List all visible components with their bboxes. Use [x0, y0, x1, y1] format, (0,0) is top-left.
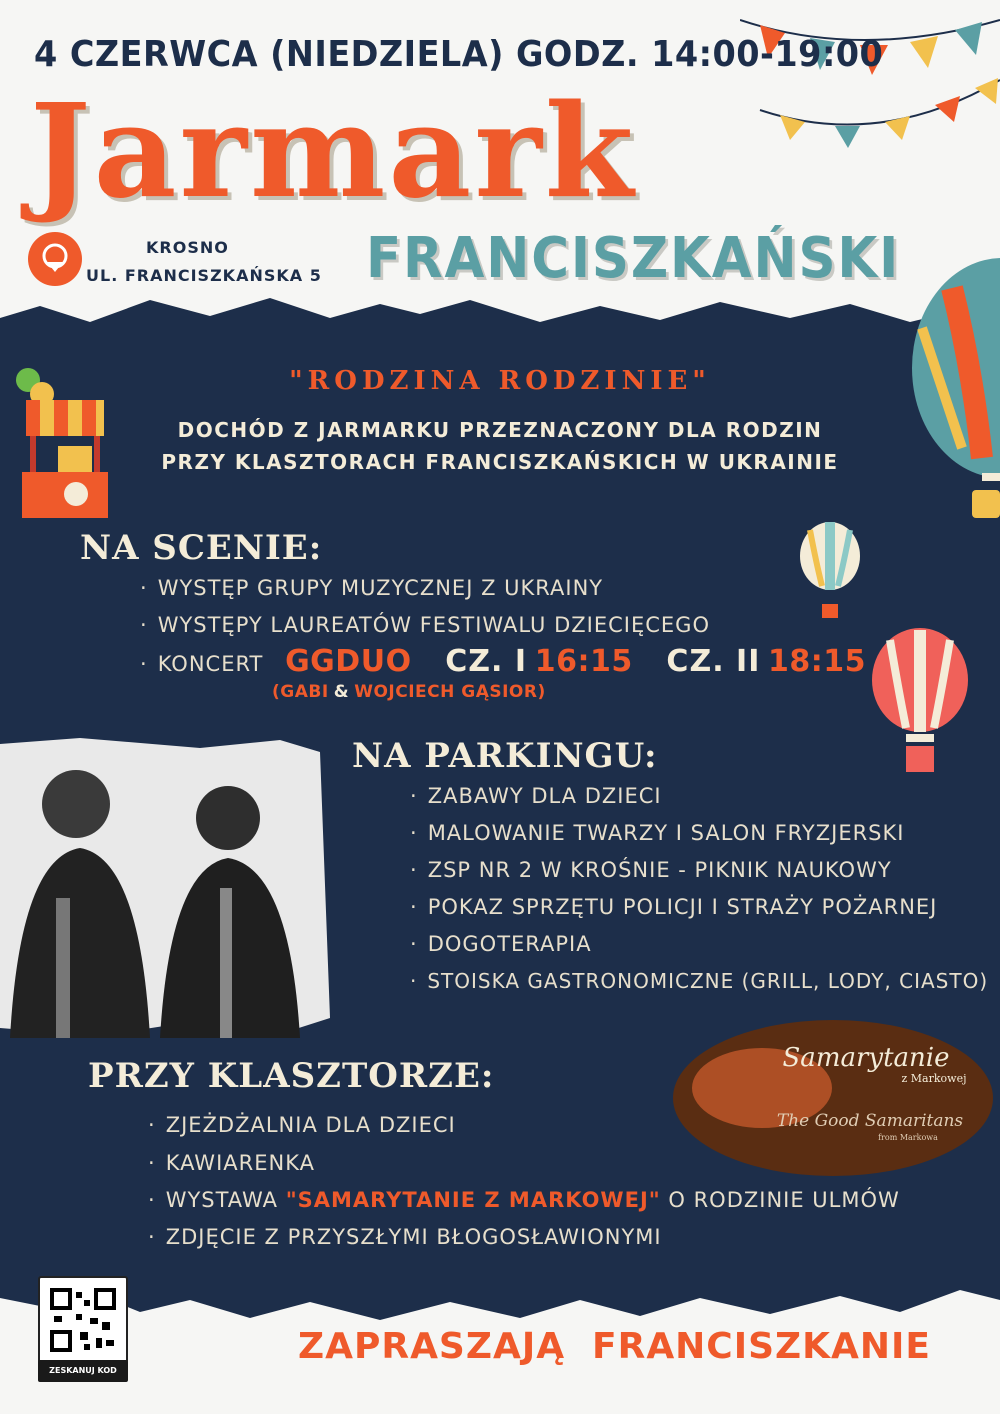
list-item: · MALOWANIE TWARZY I SALON FRYZJERSKI — [410, 821, 905, 845]
slogan: "RODZINA RODZINIE" — [289, 366, 711, 396]
bunting-decoration — [740, 0, 1000, 150]
location-city: KROSNO — [146, 238, 229, 257]
list-item: · WYSTĘP GRUPY MUZYCZNEJ Z UKRAINY — [140, 576, 604, 600]
concert-label: KONCERT — [157, 652, 264, 676]
samarytanie-en-sub: from Markowa — [878, 1133, 938, 1142]
page-subtitle: FRANCISZKAŃSKI — [366, 226, 901, 291]
exhibit-name: "SAMARYTANIE Z MARKOWEJ" — [285, 1188, 661, 1212]
samarytanie-en: The Good Samaritans — [776, 1111, 964, 1131]
footer-invite: ZAPRASZAJĄ — [298, 1326, 566, 1367]
list-item: · KAWIARENKA — [148, 1151, 315, 1175]
intro-line-2: PRZY KLASZTORACH FRANCISZKAŃSKICH W UKRAINIE — [161, 450, 839, 474]
list-item-text: MALOWANIE TWARZY I SALON FRYZJERSKI — [427, 821, 905, 845]
list-item-text: ZABAWY DLA DZIECI — [427, 784, 662, 808]
concert-part2-time: 18:15 — [768, 644, 867, 679]
list-item-text: KAWIARENKA — [165, 1151, 315, 1175]
concert-band: GGDUO — [285, 644, 412, 679]
section-heading-monastery: PRZY KLASZTORZE: — [88, 1056, 495, 1096]
concert-part2-label: CZ. II — [666, 644, 761, 679]
hot-air-balloon-large-icon — [912, 258, 1000, 538]
ggduo-photo — [0, 738, 330, 1038]
hot-air-balloon-small-icon — [798, 522, 862, 622]
members-amp: & — [333, 682, 350, 702]
section-heading-parking: NA PARKINGU: — [352, 736, 658, 776]
list-item: · DOGOTERAPIA — [410, 932, 592, 956]
hot-air-balloon-red-icon — [870, 628, 970, 778]
list-item: · ZABAWY DLA DZIECI — [410, 784, 662, 808]
location-pin-icon — [28, 232, 82, 286]
list-item: · STOISKA GASTRONOMICZNE (GRILL, LODY, CIASTO) — [410, 969, 989, 993]
footer-organizer: FRANCISZKANIE — [592, 1326, 932, 1367]
list-item: · POKAZ SPRZĘTU POLICJI I STRAŻY POŻARNEJ — [410, 895, 938, 919]
list-item-text: WYSTĘP GRUPY MUZYCZNEJ Z UKRAINY — [157, 576, 604, 600]
list-item-text: WYSTĘPY LAUREATÓW FESTIWALU DZIECIĘCEGO — [157, 613, 710, 637]
list-item-text: STOISKA GASTRONOMICZNE (GRILL, LODY, CIASTO) — [427, 969, 989, 993]
list-item: · ZDJĘCIE Z PRZYSZŁYMI BŁOGOSŁAWIONYMI — [148, 1225, 662, 1249]
samarytanie-sub: z Markowej — [901, 1072, 967, 1085]
qr-code-icon — [40, 1278, 126, 1362]
concert-members — [272, 682, 546, 702]
qr-code[interactable] — [38, 1276, 128, 1364]
location-address: UL. FRANCISZKAŃSKA 5 — [86, 266, 322, 285]
list-item: · ZSP NR 2 W KROŚNIE - PIKNIK NAUKOWY — [410, 858, 892, 882]
samarytanie-title: Samarytanie — [782, 1043, 950, 1073]
list-item-text: DOGOTERAPIA — [427, 932, 592, 956]
exhibit-post: O RODZINIE ULMÓW — [668, 1188, 900, 1212]
list-item-text: ZDJĘCIE Z PRZYSZŁYMI BŁOGOSŁAWIONYMI — [165, 1225, 662, 1249]
concert-part1-time: 16:15 — [534, 644, 633, 679]
list-item: · ZJEŻDŻALNIA DLA DZIECI — [148, 1113, 456, 1137]
concert-line: · KONCERT GGDUO CZ. I 16:15 CZ. II 18:15 — [140, 644, 867, 679]
list-item-text: ZJEŻDŻALNIA DLA DZIECI — [165, 1113, 456, 1137]
intro-line-1: DOCHÓD Z JARMARKU PRZEZNACZONY DLA RODZIN — [177, 418, 823, 442]
list-item-text: POKAZ SPRZĘTU POLICJI I STRAŻY POŻARNEJ — [427, 895, 938, 919]
page-title: Jarmark — [30, 77, 637, 227]
members-rest: WOJCIECH GĄSIOR) — [354, 682, 546, 702]
list-item: · WYSTAWA "SAMARYTANIE Z MARKOWEJ" O RODZINIE ULMÓW — [148, 1188, 900, 1212]
list-item: · WYSTĘPY LAUREATÓW FESTIWALU DZIECIĘCEGO — [140, 613, 710, 637]
concert-part1-label: CZ. I — [445, 644, 528, 679]
samarytanie-logo — [672, 1018, 994, 1178]
exhibit-pre: WYSTAWA — [165, 1188, 279, 1212]
members-open: (GABI — [272, 682, 329, 702]
list-item-text: ZSP NR 2 W KROŚNIE - PIKNIK NAUKOWY — [427, 858, 892, 882]
event-date: 4 CZERWCA (NIEDZIELA) GODZ. 14:00-19:00 — [34, 34, 884, 75]
qr-code-label: ZESKANUJ KOD — [38, 1360, 128, 1382]
section-heading-stage: NA SCENIE: — [80, 528, 323, 568]
